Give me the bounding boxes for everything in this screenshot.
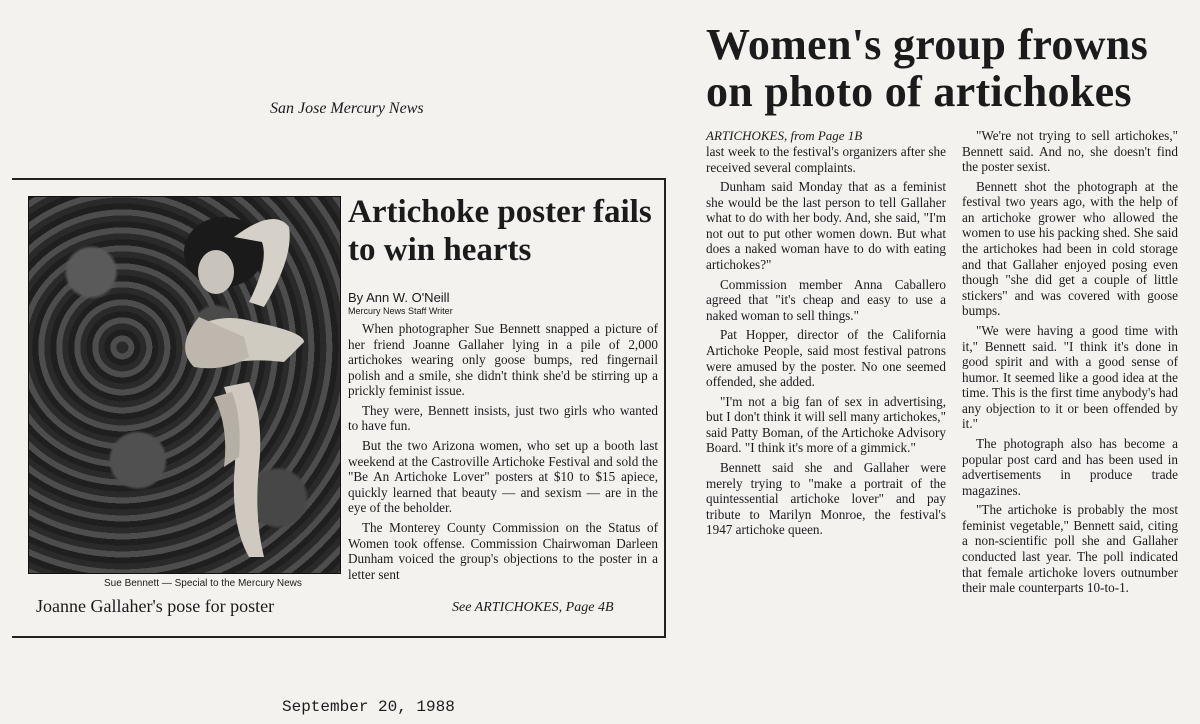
photo-credit: Sue Bennett — Special to the Mercury News	[104, 578, 302, 589]
paragraph: "I'm not a big fan of sex in advertising, but I don't think it will sell many artichokes," said Patty Boman, of the Artichoke Advisory Board. "I think it's more of a gimmick."	[706, 393, 946, 456]
paragraph: But the two Arizona women, who set up a booth last weekend at the Castroville Artichoke Festival and sold the "Be An Artichoke Lover" posters at $10 to $15 apiece, quickly learned that beauty — and sexism — are in the eye of the beholder.	[348, 438, 658, 516]
paragraph: Commission member Anna Caballero agreed that "it's cheap and easy to use a naked woman to sell things."	[706, 276, 946, 323]
paragraph: "The artichoke is probably the most feminist vegetable," Bennett said, citing a non-scientific poll she and Gallaher conducted last year. The poll indicated that female artichoke lovers outnumber their male counterparts 10-to-1.	[962, 502, 1178, 596]
paragraph: Bennett said she and Gallaher were merely trying to "make a portrait of the quintessential artichoke lover" and pay tribute to Marilyn Monroe, the festival's 1947 artichoke queen.	[706, 459, 946, 538]
poster-photo	[28, 196, 341, 574]
paragraph: "We were having a good time with it," Bennett said. "I think it's done in good spirit and with a good sense of humor. It seemed like a good idea at the time. This is the first time anybody's had any objection to it or been offended by it."	[962, 322, 1178, 432]
left-headline: Artichoke poster fails to win hearts	[348, 194, 652, 268]
right-headline: Women's group frowns on photo of artichokes	[706, 20, 1149, 116]
byline-title: Mercury News Staff Writer	[348, 306, 453, 316]
paragraph: "We're not trying to sell artichokes," Bennett said. And no, she doesn't find the poster sexist.	[962, 128, 1178, 175]
right-story-column-1	[706, 144, 946, 542]
byline: By Ann W. O'Neill	[348, 290, 450, 305]
jump-line: See ARTICHOKES, Page 4B	[452, 600, 614, 615]
left-story-body	[348, 321, 658, 586]
paragraph: Bennett shot the photograph at the festival two years ago, with the help of an artichoke grower who allowed the women to use his packing shed. She said the artichokes had been in cold storage and that Gallaher enjoyed posing even though "she did get a couple of little stickers" and was covered with goose bumps.	[962, 178, 1178, 319]
paragraph: They were, Bennett insists, just two girls who wanted to have fun.	[348, 402, 658, 434]
paragraph: Dunham said Monday that as a feminist she would be the last person to tell Gallaher what to do with her body. And, she said, "I'm not out to put other women down. But what does a naked woman have to do with eating artichokes?"	[706, 179, 946, 273]
photo-caption: Joanne Gallaher's pose for poster	[36, 596, 275, 616]
woman-figure-image	[154, 197, 304, 573]
paragraph: Pat Hopper, director of the California Artichoke People, said most festival patrons were amused by the poster. No one seemed offended, she added.	[706, 327, 946, 390]
newspaper-source: San Jose Mercury News	[270, 100, 424, 117]
clipping-date: September 20, 1988	[282, 698, 455, 716]
paragraph: The Monterey County Commission on the Status of Women took offense. Commission Chairwoman Darleen Dunham voiced the group's objections to the poster in a letter sent	[348, 519, 658, 582]
paragraph: The photograph also has become a popular post card and has been used in advertisements in produce trade magazines.	[962, 435, 1178, 498]
continued-from: ARTICHOKES, from Page 1B	[706, 128, 863, 143]
paragraph: last week to the festival's organizers after she received several complaints.	[706, 144, 946, 175]
paragraph: When photographer Sue Bennett snapped a picture of her friend Joanne Gallaher lying in a pile of 2,000 artichokes wearing only goose bumps, red fingernail polish and a smile, she didn't think she'd be stirring up a prickly feminist issue.	[348, 321, 658, 399]
right-story-column-2	[962, 128, 1178, 600]
